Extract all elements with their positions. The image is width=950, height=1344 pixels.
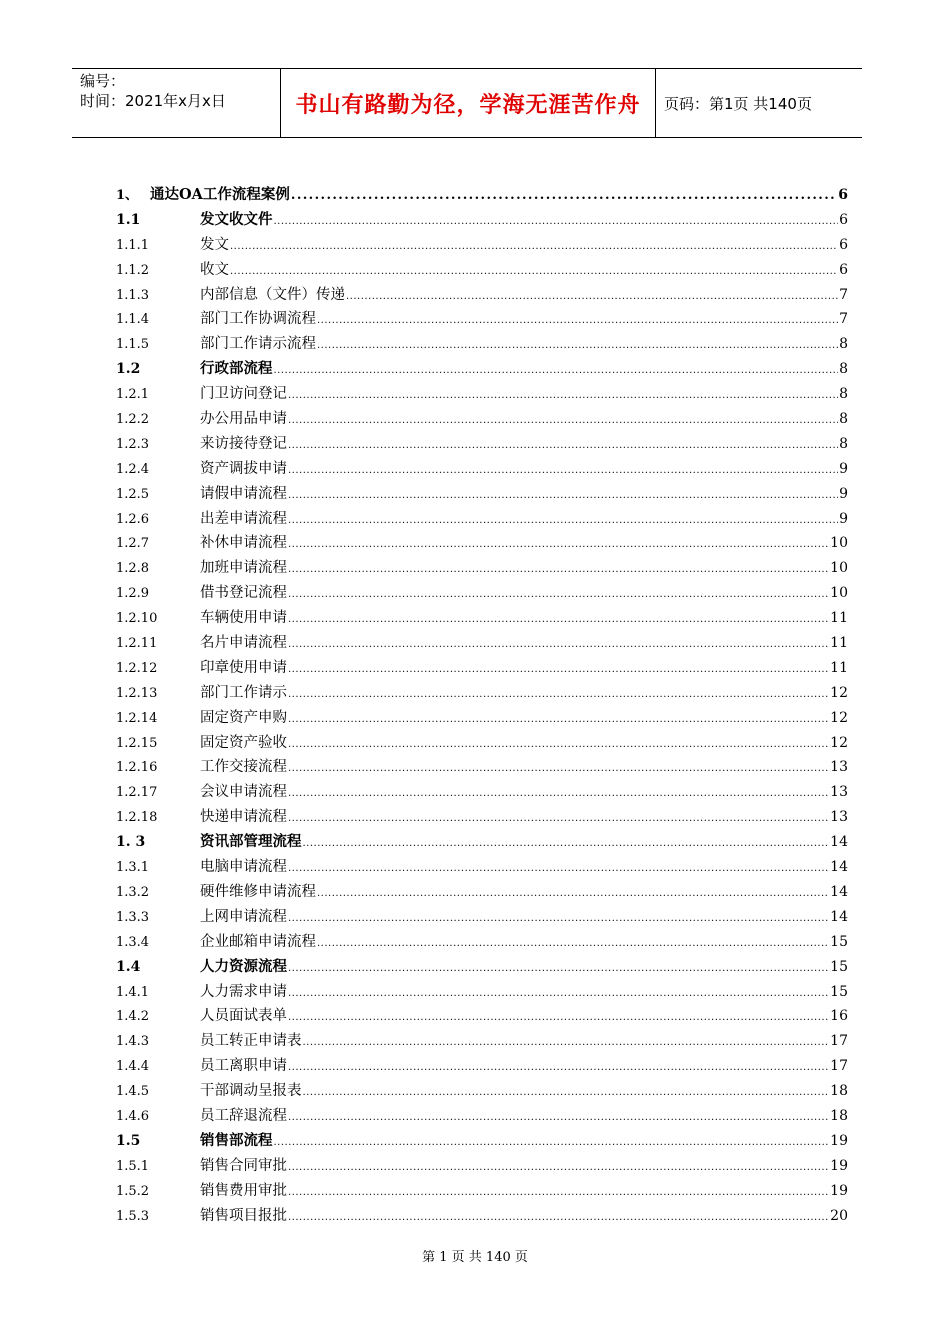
toc-leader-dots [288,909,829,925]
toc-entry-number: 1.5 [116,1132,141,1149]
toc-leader-dots [288,809,829,825]
toc-leader-dots [288,1208,829,1224]
toc-entry[interactable] [116,307,848,332]
toc-entry-title: 出差申请流程 [200,510,287,527]
toc-entry-number: 1.2.7 [116,536,150,552]
toc-entry[interactable] [116,681,848,706]
table-of-contents [116,183,848,1228]
toc-entry[interactable] [116,1154,848,1179]
toc-entry-page: 8 [839,361,848,378]
toc-entry-title: 请假申请流程 [200,485,287,502]
toc-entry[interactable] [116,1004,848,1029]
toc-entry-title: 发文收文件 [200,210,273,228]
toc-entry-title: 内部信息（文件）传递 [200,286,345,303]
toc-entry-page: 13 [830,809,848,826]
toc-entry-title: 印章使用申请 [200,659,287,676]
toc-entry-page: 12 [830,734,848,751]
toc-leader-dots [288,635,829,651]
header-meta [72,69,281,137]
toc-entry[interactable] [116,233,848,258]
toc-entry-title: 办公用品申请 [200,411,287,428]
toc-entry-number: 1.4.1 [116,984,150,1000]
toc-leader-dots [288,685,829,701]
toc-entry-number: 1.2.16 [116,760,158,776]
toc-entry-number: 1.2.13 [116,685,158,701]
toc-entry-page: 17 [830,1033,848,1050]
toc-leader-dots [288,660,829,676]
toc-entry-number: 1. 3 [116,834,146,851]
toc-entry-title: 部门工作请示 [200,684,287,701]
toc-leader-dots [303,1033,830,1049]
toc-entry-number: 1.3.2 [116,884,150,900]
toc-entry-page: 14 [830,883,848,900]
header-page-info: 页码：第1页 共140页 [664,94,812,113]
toc-leader-dots [288,984,829,1000]
toc-entry-number: 1.2.11 [116,636,158,652]
toc-entry-page: 6 [839,211,848,228]
toc-entry-title: 硬件维修申请流程 [200,883,316,900]
toc-entry-page: 10 [830,560,848,577]
toc-entry-number: 1.4.4 [116,1059,150,1075]
toc-entry-title: 固定资产验收 [200,734,287,751]
toc-entry-number: 1.5.3 [116,1208,150,1224]
toc-entry[interactable] [116,1129,848,1154]
toc-entry-number: 1.2.1 [116,387,150,403]
toc-leader-dots [288,386,838,402]
toc-entry-page: 10 [830,585,848,602]
toc-leader-dots [317,934,829,950]
toc-entry[interactable] [116,731,848,756]
toc-leader-dots [317,884,829,900]
toc-entry[interactable] [116,1179,848,1204]
toc-entry-title: 员工转正申请表 [200,1033,302,1050]
toc-entry-title: 人力需求申请 [200,983,287,1000]
toc-leader-dots [288,959,829,975]
toc-entry-title: 固定资产申购 [200,709,287,726]
toc-entry[interactable] [116,357,848,382]
toc-entry-number: 1.1 [116,211,141,228]
toc-leader-dots [274,1133,830,1149]
toc-entry[interactable] [116,556,848,581]
toc-entry-number: 1.2.15 [116,735,158,751]
toc-entry-number: 1.2.2 [116,412,150,428]
toc-entry-title: 销售合同审批 [200,1157,287,1174]
toc-entry-title: 收文 [200,261,229,278]
toc-entry-number: 1.3.1 [116,860,150,876]
toc-entry-page: 20 [830,1207,848,1224]
toc-entry[interactable] [116,1204,848,1229]
toc-entry-number: 1.2 [116,361,141,378]
toc-entry-number: 1.1.4 [116,312,150,328]
toc-entry-title: 干部调动呈报表 [200,1083,302,1100]
toc-entry-title: 快递申请流程 [200,809,287,826]
toc-entry-title: 加班申请流程 [200,560,287,577]
document-time: 时间：2021年x月x日 [80,92,226,110]
toc-entry-page: 15 [830,983,848,1000]
toc-entry-number: 1.1.3 [116,287,150,303]
toc-entry-page: 16 [830,1008,848,1025]
toc-entry-number: 1.2.5 [116,486,150,502]
toc-entry-title: 电脑申请流程 [200,859,287,876]
toc-entry-page: 11 [830,635,848,652]
toc-entry-page: 19 [830,1182,848,1199]
toc-entry[interactable] [116,980,848,1005]
toc-leader-dots [288,1008,829,1024]
toc-entry-number: 1.2.8 [116,561,150,577]
toc-leader-dots [288,610,829,626]
toc-entry-title: 部门工作协调流程 [200,311,316,328]
toc-entry[interactable] [116,457,848,482]
toc-entry[interactable] [116,581,848,606]
toc-entry-number: 1.4.3 [116,1034,150,1050]
toc-entry[interactable] [116,258,848,283]
toc-leader-dots [317,336,838,352]
toc-entry-title: 补休申请流程 [200,535,287,552]
toc-entry-number: 1.2.6 [116,511,150,527]
toc-leader-dots [288,710,829,726]
toc-entry[interactable] [116,1029,848,1054]
toc-entry-number: 1.4 [116,958,141,975]
toc-entry-number: 1.2.9 [116,586,150,602]
toc-entry-number: 1.3.3 [116,909,150,925]
toc-entry[interactable] [116,930,848,955]
document-header [72,68,862,138]
toc-leader-dots [303,1083,830,1099]
toc-entry-page: 8 [839,411,848,428]
toc-entry-title: 车辆使用申请 [200,610,287,627]
toc-entry-page: 9 [839,485,848,502]
toc-entry-number: 1.2.17 [116,785,158,801]
toc-entry-page: 8 [839,336,848,353]
toc-entry-page: 13 [830,759,848,776]
toc-entry-number: 1.2.18 [116,810,158,826]
toc-entry-title: 发文 [200,236,229,253]
toc-entry[interactable] [116,830,848,855]
toc-entry-number: 1.2.10 [116,611,158,627]
toc-leader-dots [230,262,838,278]
toc-entry-title: 来访接待登记 [200,435,287,452]
toc-entry-page: 17 [830,1058,848,1075]
toc-entry-number: 1.4.6 [116,1108,150,1124]
toc-leader-dots [288,535,829,551]
toc-entry-number: 1.5.2 [116,1183,150,1199]
toc-entry[interactable] [116,631,848,656]
toc-entry-page: 11 [830,610,848,627]
toc-entry-number: 1、 [116,188,139,203]
toc-entry-title: 销售部流程 [200,1131,273,1149]
toc-entry-page: 6 [838,187,848,203]
page-footer: 第 1 页 共 140 页 [422,1250,528,1265]
toc-entry-title: 人力资源流程 [200,957,287,975]
toc-entry-page: 14 [830,859,848,876]
toc-entry-page: 19 [830,1132,848,1149]
toc-leader-dots [288,436,838,452]
toc-entry[interactable] [116,507,848,532]
toc-entry[interactable] [116,855,848,880]
toc-leader-dots [274,212,839,228]
toc-entry[interactable] [116,183,848,208]
toc-entry-number: 1.4.2 [116,1009,150,1025]
toc-entry[interactable] [116,706,848,731]
toc-entry-number: 1.1.1 [116,237,150,253]
toc-entry[interactable] [116,531,848,556]
toc-entry-page: 6 [839,236,848,253]
toc-leader-dots [288,411,838,427]
toc-entry-number: 1.2.3 [116,436,150,452]
toc-entry-page: 8 [839,386,848,403]
toc-entry-number: 1.1.5 [116,337,150,353]
toc-entry-number: 1.5.1 [116,1158,150,1174]
toc-entry-title: 资讯部管理流程 [200,833,302,851]
toc-entry-title: 门卫访问登记 [200,386,287,403]
toc-leader-dots [303,834,830,850]
toc-entry-title: 借书登记流程 [200,585,287,602]
toc-entry-page: 15 [830,933,848,950]
toc-entry[interactable] [116,482,848,507]
toc-entry-number: 1.4.5 [116,1084,150,1100]
toc-entry[interactable] [116,780,848,805]
toc-entry-page: 9 [839,460,848,477]
toc-entry[interactable] [116,283,848,308]
toc-leader-dots [288,735,829,751]
toc-entry-page: 10 [830,535,848,552]
toc-entry-page: 19 [830,1157,848,1174]
toc-entry-page: 9 [839,510,848,527]
toc-leader-dots [288,585,829,601]
toc-leader-dots [288,759,829,775]
toc-entry-page: 13 [830,784,848,801]
toc-entry-page: 18 [830,1083,848,1100]
toc-leader-dots [288,859,829,875]
toc-entry-title: 资产调拔申请 [200,460,287,477]
toc-entry-title: 销售项目报批 [200,1207,287,1224]
toc-entry-title: 人员面试表单 [200,1008,287,1025]
toc-entry-title: 企业邮箱申请流程 [200,933,316,950]
toc-entry-title: 通达OA工作流程案例 [150,186,290,203]
toc-entry-page: 14 [830,834,848,851]
toc-leader-dots [288,1158,829,1174]
toc-entry-title: 部门工作请示流程 [200,336,316,353]
toc-entry-title: 会议申请流程 [200,784,287,801]
toc-entry-number: 1.1.2 [116,262,150,278]
toc-entry-title: 名片申请流程 [200,635,287,652]
toc-entry[interactable] [116,656,848,681]
toc-leader-dots [288,1108,829,1124]
toc-leader-dots [346,287,838,303]
toc-entry[interactable] [116,332,848,357]
toc-entry-page: 14 [830,908,848,925]
toc-leader-dots [230,237,838,253]
toc-entry[interactable] [116,382,848,407]
toc-entry[interactable] [116,955,848,980]
toc-entry[interactable] [116,905,848,930]
toc-entry-title: 工作交接流程 [200,759,287,776]
toc-entry-number: 1.3.4 [116,934,150,950]
toc-entry-title: 行政部流程 [200,360,273,378]
toc-entry[interactable] [116,880,848,905]
toc-leader-dots [288,511,838,527]
toc-entry-page: 6 [839,261,848,278]
toc-entry-number: 1.2.14 [116,710,158,726]
toc-leader-dots [291,186,837,203]
toc-entry-page: 8 [839,435,848,452]
header-motto: 书山有路勤为径，学海无涯苦作舟 [281,69,656,137]
toc-entry-page: 18 [830,1107,848,1124]
toc-entry-title: 员工辞退流程 [200,1107,287,1124]
toc-entry-page: 11 [830,659,848,676]
toc-entry-page: 12 [830,684,848,701]
toc-leader-dots [288,1183,829,1199]
toc-entry-number: 1.2.12 [116,660,158,676]
document-number-label: 编号： [80,72,126,90]
toc-entry[interactable] [116,606,848,631]
toc-entry-title: 销售费用审批 [200,1182,287,1199]
toc-leader-dots [288,560,829,576]
toc-entry-title: 上网申请流程 [200,908,287,925]
toc-entry[interactable] [116,1079,848,1104]
toc-leader-dots [288,486,838,502]
toc-entry-number: 1.2.4 [116,461,150,477]
toc-leader-dots [317,311,838,327]
toc-leader-dots [274,361,839,377]
toc-entry[interactable] [116,755,848,780]
toc-entry-page: 7 [839,286,848,303]
toc-entry-title: 员工离职申请 [200,1058,287,1075]
toc-entry-page: 7 [839,311,848,328]
toc-entry-page: 12 [830,709,848,726]
toc-entry[interactable] [116,1054,848,1079]
toc-leader-dots [288,784,829,800]
toc-entry[interactable] [116,432,848,457]
toc-entry[interactable] [116,1104,848,1129]
toc-entry-page: 15 [830,958,848,975]
toc-entry[interactable] [116,407,848,432]
toc-entry[interactable] [116,805,848,830]
toc-leader-dots [288,1058,829,1074]
toc-entry[interactable] [116,208,848,233]
toc-leader-dots [288,461,838,477]
